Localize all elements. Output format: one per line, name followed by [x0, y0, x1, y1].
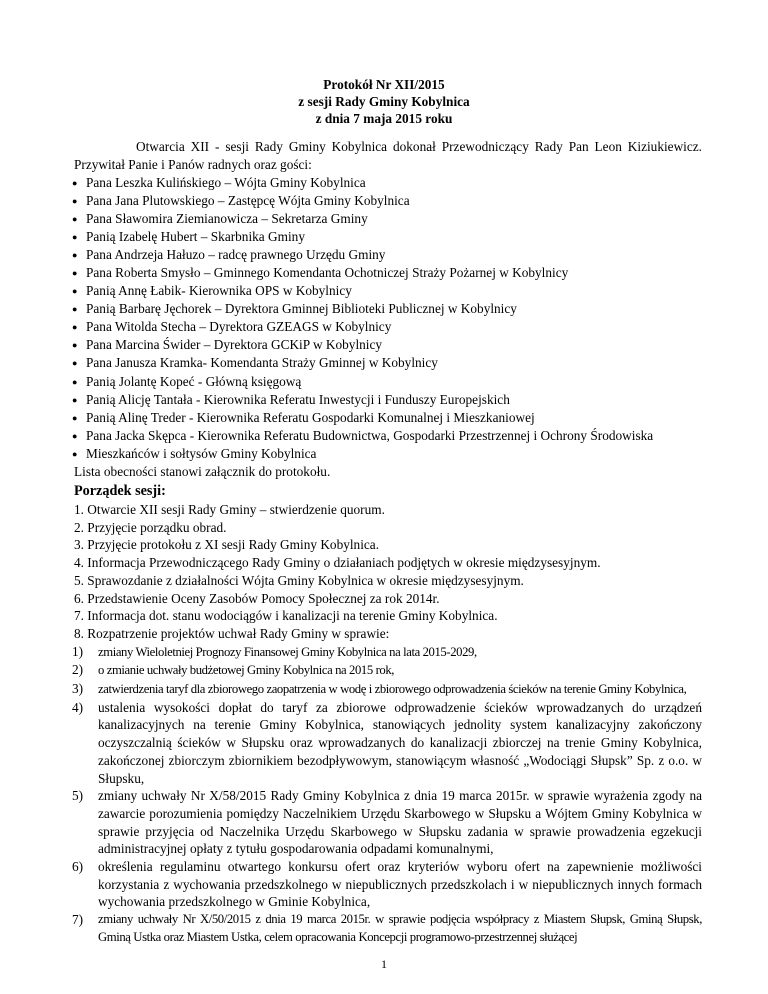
- intro-section: [74, 138, 702, 481]
- guest-item: ● Panią Barbarę Jęchorek – Dyrektora Gminnej Biblioteki Publicznej w Kobylnicy: [74, 300, 702, 318]
- guest-item: ● Pana Roberta Smysło – Gminnego Komendanta Ochotniczej Straży Pożarnej w Kobylnicy: [74, 264, 702, 282]
- agenda-item: 3. Przyjęcie protokołu z XI sesji Rady Gminy Kobylnica.: [74, 537, 380, 553]
- guest-item: ● Panią Alicję Tantała - Kierownika Referatu Inwestycji i Funduszy Europejskich: [74, 391, 702, 409]
- resolution-item: [74, 680, 702, 699]
- agenda-item: 5. Sprawozdanie z działalności Wójta Gminy Kobylnica w okresie międzysesyjnym.: [74, 572, 524, 588]
- resolution-text: określenia regulaminu otwartego konkursu ofert oraz kryteriów wyboru ofert na zapewnienie możliwości korzystania z wychowania przedszkolnego w niepublicznych przedszkolach i w niepublicznych innych formach wychowania przedszkolnego w Gminie Kobylnica,: [98, 859, 702, 910]
- resolution-number: 2): [72, 662, 84, 678]
- agenda-item: 1. Otwarcie XII sesji Rady Gminy – stwierdzenie quorum.: [74, 502, 385, 517]
- resolution-text: zmiany uchwały Nr X/58/2015 Rady Gminy Kobylnica z dnia 19 marca 2015r. w sprawie wyrażenia zgody na zawarcie porozumienia pomiędzy Naczelnikiem Urzędu Skarbowego w Słupsku a Wójtem Gminy Kobylnica w sprawie przyjęcia od Naczelnika Urzędu Skarbowego w Słupsku zadania w sprawie prowadzenia egzekucji administracyjnej opłaty z tytułu gospodarowania odpadami komunalnymi,: [98, 788, 702, 857]
- agenda-section: [74, 482, 702, 947]
- agenda-item: 4. Informacja Przewodniczącego Rady Gminy o działaniach podjętych w okresie międzysesyjnym.: [74, 555, 601, 571]
- guest-item: ● Panią Izabelę Hubert – Skarbnika Gminy: [74, 228, 702, 246]
- resolution-text: zmiany uchwały Nr X/50/2015 z dnia 19 marca 2015r. w sprawie podjęcia współpracy z Miastem Słupsk, Gminą Słupsk, Gminą Ustka oraz Miastem Ustka, celem opracowania Koncepcji programowo-przestrzennej służącej: [98, 912, 702, 944]
- title-line-3: z dnia 7 maja 2015 roku: [315, 111, 453, 126]
- guest-item: ● Pana Jacka Skępca - Kierownika Referatu Budownictwa, Gospodarki Przestrzennej i Ochrony Środowiska: [74, 427, 702, 445]
- agenda-list: [74, 501, 702, 643]
- resolution-text: o zmianie uchwały budżetowej Gminy Kobylnica na 2015 rok,: [98, 663, 395, 678]
- title-line-1: Protokół Nr XII/2015: [323, 77, 445, 92]
- guest-item: ● Pana Jana Plutowskiego – Zastępcę Wójta Gminy Kobylnica: [74, 192, 702, 210]
- guest-item: ● Panią Annę Łabik- Kierownika OPS w Kobylnicy: [74, 282, 702, 300]
- resolution-item: [74, 699, 702, 788]
- resolution-number: 6): [72, 859, 84, 875]
- resolution-item: [74, 911, 702, 946]
- guest-item: ● Mieszkańców i sołtysów Gminy Kobylnica: [74, 445, 702, 463]
- guest-item: ● Panią Jolantę Kopeć - Główną księgową: [74, 373, 702, 391]
- guest-item: ● Panią Alinę Treder - Kierownika Referatu Gospodarki Komunalnej i Mieszkaniowej: [74, 409, 702, 427]
- guest-item: ● Pana Andrzeja Hałuzo – radcę prawnego Urzędu Gminy: [74, 246, 702, 264]
- guest-list: [74, 174, 702, 463]
- resolution-item: [74, 643, 702, 662]
- resolution-number: 3): [72, 681, 84, 697]
- resolution-number: 7): [72, 912, 84, 928]
- guest-item: ● Pana Leszka Kulińskiego – Wójta Gminy Kobylnica: [74, 174, 702, 192]
- resolution-text: ustalenia wysokości dopłat do taryf za zbiorowe odprowadzenie ścieków wprowadzanych do urządzeń kanalizacyjnych na terenie Gminy Kobylnica, stanowiących jednolity system kanalizacyjny zakończony oczyszczalnią ścieków w Słupsku oraz wprowadzanych do kanalizacji zbiorczej na trenie Gminy Kobylnica, zakończonej zbiorczym zbiornikiem bezodpływowym, stanowiącym własność „Wodociągi Słupsk” Sp. z o.o. w Słupsku,: [98, 699, 702, 786]
- resolution-number: 1): [72, 643, 84, 659]
- resolution-item: [74, 787, 702, 858]
- title-line-2: z sesji Rady Gminy Kobylnica: [298, 94, 470, 109]
- guest-item: ● Pana Witolda Stecha – Dyrektora GZEAGS w Kobylnicy: [74, 318, 702, 336]
- agenda-item: 2. Przyjęcie porządku obrad.: [74, 519, 227, 535]
- attendance-note: Lista obecności stanowi załącznik do protokołu.: [74, 463, 331, 479]
- agenda-item: 7. Informacja dot. stanu wodociągów i kanalizacji na terenie Gminy Kobylnica.: [74, 608, 498, 624]
- resolution-text: zmiany Wieloletniej Prognozy Finansowej Gminy Kobylnica na lata 2015-2029,: [98, 644, 477, 659]
- guest-item: ● Pana Marcina Świder – Dyrektora GCKiP w Kobylnicy: [74, 336, 702, 354]
- resolution-number: 5): [72, 788, 84, 804]
- agenda-heading: Porządek sesji:: [74, 483, 166, 499]
- resolution-item: [74, 661, 702, 680]
- agenda-item: 8. Rozpatrzenie projektów uchwał Rady Gminy w sprawie:: [74, 625, 390, 641]
- resolution-list: [74, 643, 702, 947]
- agenda-item: 6. Przedstawienie Oceny Zasobów Pomocy Społecznej za rok 2014r.: [74, 590, 440, 606]
- resolution-item: [74, 858, 702, 911]
- resolution-number: 4): [72, 699, 84, 715]
- document-title: [0, 76, 768, 127]
- welcome-line: Przywitał Panie i Panów radnych oraz gości:: [74, 157, 312, 172]
- guest-item: ● Pana Sławomira Ziemianowicza – Sekretarza Gminy: [74, 210, 702, 228]
- opening-paragraph: Otwarcia XII - sesji Rady Gminy Kobylnica dokonał Przewodniczący Rady Pan Leon Kiziukiewicz.: [136, 139, 702, 154]
- page-number: 1: [381, 957, 387, 971]
- guest-item: ● Pana Janusza Kramka- Komendanta Straży Gminnej w Kobylnicy: [74, 354, 702, 372]
- resolution-text: zatwierdzenia taryf dla zbiorowego zaopatrzenia w wodę i zbiorowego odprowadzenia ścieków na terenie Gminy Kobylnica,: [98, 682, 687, 697]
